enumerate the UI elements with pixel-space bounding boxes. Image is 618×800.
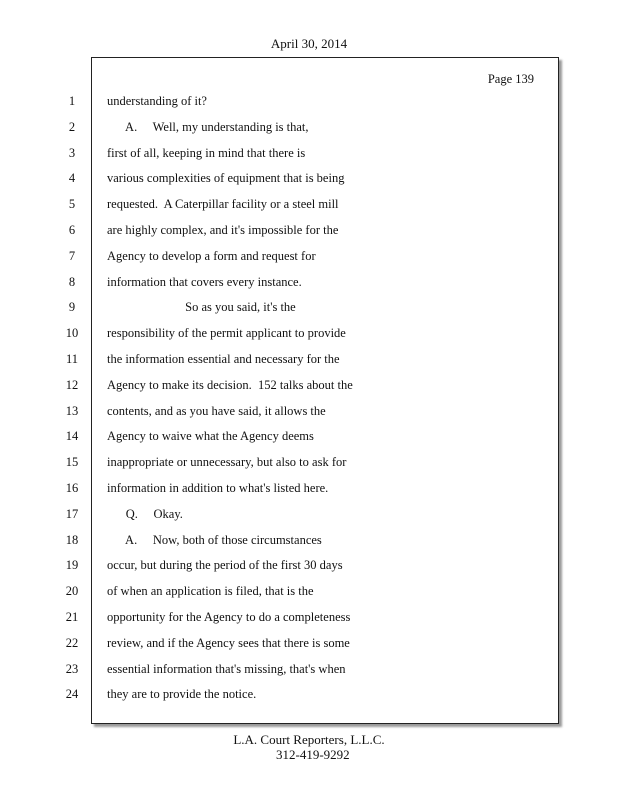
page-number: Page 139	[487, 72, 534, 86]
line-text: the information essential and necessary for the	[107, 351, 340, 366]
line-text: opportunity for the Agency to do a completeness	[107, 609, 351, 624]
line-number: 1	[68, 94, 76, 108]
line-number: 16	[65, 480, 79, 495]
line-text: requested. A Caterpillar facility or a steel mill	[107, 197, 339, 212]
line-text: Agency to make its decision. 152 talks about the	[107, 377, 353, 392]
court-reporter-phone: 312-419-9292	[276, 747, 350, 762]
transcript-line	[0, 349, 618, 375]
line-text: responsibility of the permit applicant to provide	[107, 326, 346, 341]
line-number: 18	[65, 532, 79, 547]
transcript-line	[0, 478, 618, 504]
line-text: So as you said, it's the	[107, 300, 296, 315]
line-number: 15	[65, 455, 79, 470]
transcript-line	[0, 659, 618, 685]
line-number: 21	[65, 609, 79, 624]
line-text: first of all, keeping in mind that there is	[107, 145, 306, 160]
line-text: Q. Okay.	[107, 506, 183, 521]
line-text: of when an application is filed, that is the	[107, 584, 314, 599]
transcript-line	[0, 401, 618, 427]
line-number: 2	[68, 119, 76, 134]
line-number: 22	[65, 635, 79, 650]
transcript-line	[0, 504, 618, 530]
line-text: various complexities of equipment that is being	[107, 171, 345, 186]
line-text: Agency to develop a form and request for	[107, 248, 316, 263]
line-text: review, and if the Agency sees that there is some	[107, 635, 350, 650]
line-text: they are to provide the notice.	[107, 687, 257, 702]
transcript-line	[0, 684, 618, 710]
transcript-line	[0, 297, 618, 323]
transcript-line	[0, 633, 618, 659]
transcript-line	[0, 246, 618, 272]
transcript-line	[0, 272, 618, 298]
line-number: 12	[65, 377, 79, 392]
line-number: 24	[65, 687, 79, 702]
line-number: 3	[68, 145, 76, 160]
line-number: 23	[65, 661, 79, 676]
line-text: information that covers every instance.	[107, 274, 302, 289]
transcript-line	[0, 194, 618, 220]
transcript-line	[0, 426, 618, 452]
transcript-lines	[0, 91, 618, 710]
transcript-line	[0, 323, 618, 349]
line-number: 5	[68, 197, 76, 212]
line-text: understanding of it?	[107, 94, 207, 108]
line-number: 14	[65, 429, 79, 444]
line-text: are highly complex, and it's impossible for the	[107, 222, 339, 237]
transcript-line	[0, 581, 618, 607]
line-text: inappropriate or unnecessary, but also to ask for	[107, 455, 347, 470]
line-text: contents, and as you have said, it allows the	[107, 403, 326, 418]
line-number: 20	[65, 584, 79, 599]
transcript-line	[0, 91, 618, 117]
transcript-line	[0, 168, 618, 194]
transcript-line	[0, 220, 618, 246]
line-number: 7	[68, 248, 76, 263]
transcript-line	[0, 530, 618, 556]
line-number: 13	[65, 403, 79, 418]
line-number: 17	[65, 506, 79, 521]
line-text: A. Now, both of those circumstances	[107, 532, 322, 547]
transcript-line	[0, 375, 618, 401]
line-number: 10	[65, 326, 79, 341]
line-number: 9	[68, 300, 76, 315]
court-reporter-company: L.A. Court Reporters, L.L.C.	[233, 732, 385, 747]
line-number: 11	[65, 351, 79, 366]
line-number: 6	[68, 222, 76, 237]
transcript-line	[0, 117, 618, 143]
transcript-line	[0, 607, 618, 633]
footer	[0, 732, 618, 762]
line-text: Agency to waive what the Agency deems	[107, 429, 314, 444]
line-number: 19	[65, 558, 79, 573]
line-text: occur, but during the period of the first 30 days	[107, 558, 343, 573]
line-text: A. Well, my understanding is that,	[107, 119, 309, 134]
line-text: information in addition to what's listed here.	[107, 480, 329, 495]
transcript-date: April 30, 2014	[270, 36, 348, 51]
line-number: 4	[68, 171, 76, 186]
transcript-line	[0, 143, 618, 169]
line-number: 8	[68, 274, 76, 289]
line-text: essential information that's missing, that's when	[107, 661, 346, 676]
transcript-line	[0, 452, 618, 478]
transcript-line	[0, 555, 618, 581]
